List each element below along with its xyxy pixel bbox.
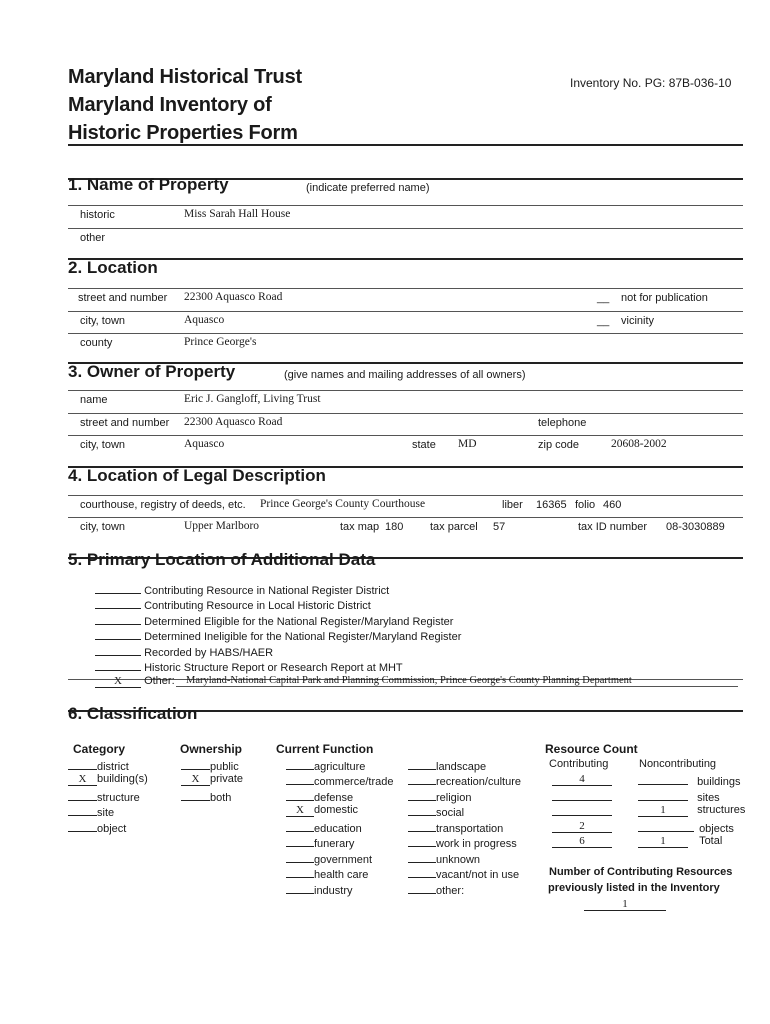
vicinity-label: vicinity (621, 315, 655, 327)
additional-data-checkbox[interactable] (95, 582, 141, 594)
tax-map-value[interactable]: 180 (385, 521, 404, 533)
resource-type-label: buildings (697, 776, 741, 788)
ownership-label: public (210, 761, 239, 773)
function-option (286, 835, 354, 850)
contributing-count[interactable]: 4 (552, 774, 612, 786)
current-function-heading: Current Function (276, 742, 374, 756)
category-label: building(s) (97, 773, 148, 785)
additional-data-label: Recorded by HABS/HAER (144, 647, 274, 659)
folio-label: folio (575, 499, 596, 511)
courthouse-value[interactable]: Prince George's County Courthouse (260, 498, 426, 510)
liber-value[interactable]: 16365 (536, 499, 567, 511)
section-3-hint: (give names and mailing addresses of all owners) (284, 369, 526, 381)
owner-street-label: street and number (80, 417, 170, 429)
function-checkbox[interactable]: X (286, 805, 314, 817)
category-option (68, 820, 126, 835)
additional-data-row (95, 613, 453, 628)
tax-parcel-label: tax parcel (430, 521, 478, 533)
contributing-count[interactable] (552, 804, 612, 816)
ownership-checkbox[interactable]: X (181, 774, 210, 786)
function-label: work in progress (436, 838, 517, 850)
resource-type-label: sites (697, 792, 720, 804)
location-street-label: street and number (78, 292, 168, 304)
owner-street-value[interactable]: 22300 Aquasco Road (184, 416, 283, 428)
ownership-label: both (210, 792, 232, 804)
header-rule (68, 144, 743, 146)
ownership-option (181, 758, 239, 773)
function-option (408, 882, 464, 897)
noncontributing-count[interactable]: 1 (638, 805, 688, 817)
additional-data-row (95, 582, 389, 597)
category-heading: Category (73, 742, 126, 756)
section-1-heading: 1. Name of Property (68, 175, 229, 194)
function-label: education (314, 823, 362, 835)
courthouse-label: courthouse, registry of deeds, etc. (80, 499, 246, 511)
historic-name-value[interactable]: Miss Sarah Hall House (184, 208, 291, 220)
section-3-heading: 3. Owner of Property (68, 362, 236, 381)
not-for-publication-blank[interactable]: __ (597, 292, 610, 304)
category-option (68, 758, 129, 773)
other-label: Other: (144, 675, 175, 687)
row-rule (68, 205, 743, 206)
contributing-heading: Contributing (549, 758, 609, 770)
function-option (408, 835, 517, 850)
state-label: state (412, 439, 436, 451)
ownership-checkbox[interactable] (181, 758, 210, 770)
function-label: landscape (436, 761, 487, 773)
location-city-value[interactable]: Aquasco (184, 314, 225, 326)
vicinity-blank[interactable]: __ (597, 315, 610, 327)
ownership-heading: Ownership (180, 742, 243, 756)
owner-name-value[interactable]: Eric J. Gangloff, Living Trust (184, 393, 321, 405)
historic-label: historic (80, 209, 115, 221)
other-name-label: other (80, 232, 106, 244)
function-checkbox[interactable] (408, 851, 436, 863)
resource-type-label: Total (699, 835, 723, 847)
additional-data-checkbox[interactable] (95, 659, 141, 671)
previously-listed-label-line-2: previously listed in the Inventory (548, 882, 720, 894)
telephone-label: telephone (538, 417, 587, 429)
resource-row (552, 804, 612, 819)
category-option (68, 773, 148, 786)
resource-row (552, 773, 612, 786)
function-option (408, 789, 471, 804)
zip-code-value[interactable]: 20608-2002 (611, 438, 667, 450)
contributing-count[interactable]: 6 (552, 836, 612, 848)
function-option (408, 820, 503, 835)
row-rule (68, 435, 743, 436)
function-label: vacant/not in use (436, 869, 520, 881)
category-checkbox[interactable] (68, 820, 97, 832)
contributing-count[interactable]: 2 (552, 821, 612, 833)
resource-row (638, 820, 734, 835)
function-label: commerce/trade (314, 776, 394, 788)
county-value[interactable]: Prince George's (184, 336, 257, 348)
category-label: structure (97, 792, 140, 804)
other-value[interactable]: Maryland-National Capital Park and Planning Commission, Prince George's County Planning Department (186, 675, 632, 686)
function-option (286, 866, 368, 881)
function-checkbox[interactable] (408, 820, 436, 832)
row-rule (68, 390, 743, 391)
function-label: industry (314, 885, 353, 897)
resource-row (552, 835, 612, 848)
state-value[interactable]: MD (458, 438, 477, 450)
liber-label: liber (502, 499, 523, 511)
function-checkbox[interactable] (286, 820, 314, 832)
section-6-heading: 6. Classification (68, 704, 198, 723)
form-title-line-3: Historic Properties Form (68, 122, 298, 144)
row-rule (68, 495, 743, 496)
category-label: site (97, 807, 115, 819)
additional-data-checkbox[interactable] (95, 613, 141, 625)
function-option (286, 820, 362, 835)
not-for-publication-label: not for publication (621, 292, 708, 304)
additional-data-label: Contributing Resource in Local Historic District (144, 600, 371, 612)
function-checkbox[interactable] (286, 773, 314, 785)
resource-row (552, 820, 612, 833)
other-underline (176, 686, 738, 687)
additional-data-checkbox[interactable] (95, 644, 141, 656)
function-option (286, 758, 365, 773)
form-title-line-1: Maryland Historical Trust (68, 66, 302, 88)
owner-name-label: name (80, 394, 108, 406)
function-option (408, 851, 480, 866)
function-option (286, 851, 372, 866)
function-option (286, 789, 353, 804)
function-option (408, 773, 521, 788)
function-option (286, 773, 393, 788)
section-2-heading: 2. Location (68, 258, 158, 277)
function-label: social (436, 807, 465, 819)
category-option (68, 804, 114, 819)
other-checkbox[interactable]: X (95, 676, 141, 688)
function-label: unknown (436, 854, 481, 866)
function-checkbox[interactable] (286, 851, 314, 863)
tax-parcel-value[interactable]: 57 (493, 521, 506, 533)
tax-id-label: tax ID number (578, 521, 648, 533)
contributing-count[interactable] (552, 789, 612, 801)
additional-data-checkbox[interactable] (95, 628, 141, 640)
noncontributing-count[interactable] (638, 789, 688, 801)
resource-type-label: structures (697, 804, 746, 816)
row-rule (68, 311, 743, 312)
function-option (408, 804, 464, 819)
location-street-value[interactable]: 22300 Aquasco Road (184, 291, 283, 303)
owner-city-label: city, town (80, 439, 126, 451)
category-checkbox[interactable]: X (68, 774, 97, 786)
previously-listed-row (584, 898, 666, 911)
additional-data-label: Contributing Resource in National Register District (144, 585, 390, 597)
function-checkbox[interactable] (408, 882, 436, 894)
function-checkbox[interactable] (408, 866, 436, 878)
category-label: object (97, 823, 127, 835)
function-label: recreation/culture (436, 776, 521, 788)
section-5-heading: 5. Primary Location of Additional Data (68, 550, 376, 569)
function-checkbox[interactable] (408, 804, 436, 816)
section-4-heading: 4. Location of Legal Description (68, 466, 326, 485)
additional-data-other-row (95, 675, 175, 688)
noncontributing-count[interactable] (638, 773, 688, 785)
function-label: transportation (436, 823, 504, 835)
row-rule (68, 288, 743, 289)
form-title-line-2: Maryland Inventory of (68, 94, 272, 116)
function-checkbox[interactable] (286, 866, 314, 878)
category-label: district (97, 761, 129, 773)
legal-city-value[interactable]: Upper Marlboro (184, 520, 260, 532)
function-option (286, 804, 358, 817)
category-option (68, 789, 140, 804)
additional-data-label: Historic Structure Report or Research Report at MHT (144, 662, 403, 674)
additional-data-row (95, 628, 461, 643)
resource-row (552, 789, 612, 804)
additional-data-row (95, 597, 371, 612)
noncontributing-count[interactable] (638, 820, 694, 832)
tax-id-value[interactable]: 08-3030889 (666, 521, 725, 533)
function-label: agriculture (314, 761, 366, 773)
function-checkbox[interactable] (408, 773, 436, 785)
category-checkbox[interactable] (68, 804, 97, 816)
noncontributing-heading: Noncontributing (639, 758, 717, 770)
function-label: domestic (314, 804, 359, 816)
function-option (286, 882, 353, 897)
additional-data-row (95, 659, 403, 674)
function-label: other: (436, 885, 465, 897)
owner-city-value[interactable]: Aquasco (184, 438, 225, 450)
function-checkbox[interactable] (408, 789, 436, 801)
previously-listed-count[interactable]: 1 (584, 899, 666, 911)
category-checkbox[interactable] (68, 789, 97, 801)
function-checkbox[interactable] (408, 835, 436, 847)
row-rule (68, 333, 743, 334)
resource-row (638, 804, 745, 817)
folio-value[interactable]: 460 (603, 499, 622, 511)
resource-count-heading: Resource Count (545, 742, 638, 756)
ownership-option (181, 773, 243, 786)
inventory-number: Inventory No. PG: 87B-036-10 (570, 76, 732, 90)
function-option (408, 758, 486, 773)
function-label: funerary (314, 838, 355, 850)
county-label: county (80, 337, 113, 349)
function-checkbox[interactable] (408, 758, 436, 770)
function-checkbox[interactable] (286, 882, 314, 894)
tax-map-label: tax map (340, 521, 380, 533)
additional-data-label: Determined Ineligible for the National Register/Maryland Register (144, 631, 462, 643)
function-label: health care (314, 869, 369, 881)
ownership-checkbox[interactable] (181, 789, 210, 801)
function-label: defense (314, 792, 354, 804)
row-rule (68, 413, 743, 414)
resource-row (638, 773, 740, 788)
legal-city-label: city, town (80, 521, 126, 533)
resource-row (638, 789, 720, 804)
location-city-label: city, town (80, 315, 126, 327)
function-label: government (314, 854, 373, 866)
category-checkbox[interactable] (68, 758, 97, 770)
function-checkbox[interactable] (286, 835, 314, 847)
ownership-option (181, 789, 231, 804)
resource-type-label: objects (699, 823, 734, 835)
function-option (408, 866, 519, 881)
additional-data-label: Determined Eligible for the National Register/Maryland Register (144, 616, 454, 628)
row-rule (68, 228, 743, 229)
section-2-rule (68, 258, 743, 260)
resource-row (638, 835, 722, 848)
function-checkbox[interactable] (286, 789, 314, 801)
additional-data-row (95, 644, 273, 659)
function-label: religion (436, 792, 472, 804)
ownership-label: private (210, 773, 244, 785)
row-rule (68, 517, 743, 518)
section-1-hint: (indicate preferred name) (306, 182, 430, 194)
additional-data-checkbox[interactable] (95, 597, 141, 609)
function-checkbox[interactable] (286, 758, 314, 770)
previously-listed-label-line-1: Number of Contributing Resources (549, 866, 733, 878)
zip-code-label: zip code (538, 439, 579, 451)
noncontributing-count[interactable]: 1 (638, 836, 688, 848)
